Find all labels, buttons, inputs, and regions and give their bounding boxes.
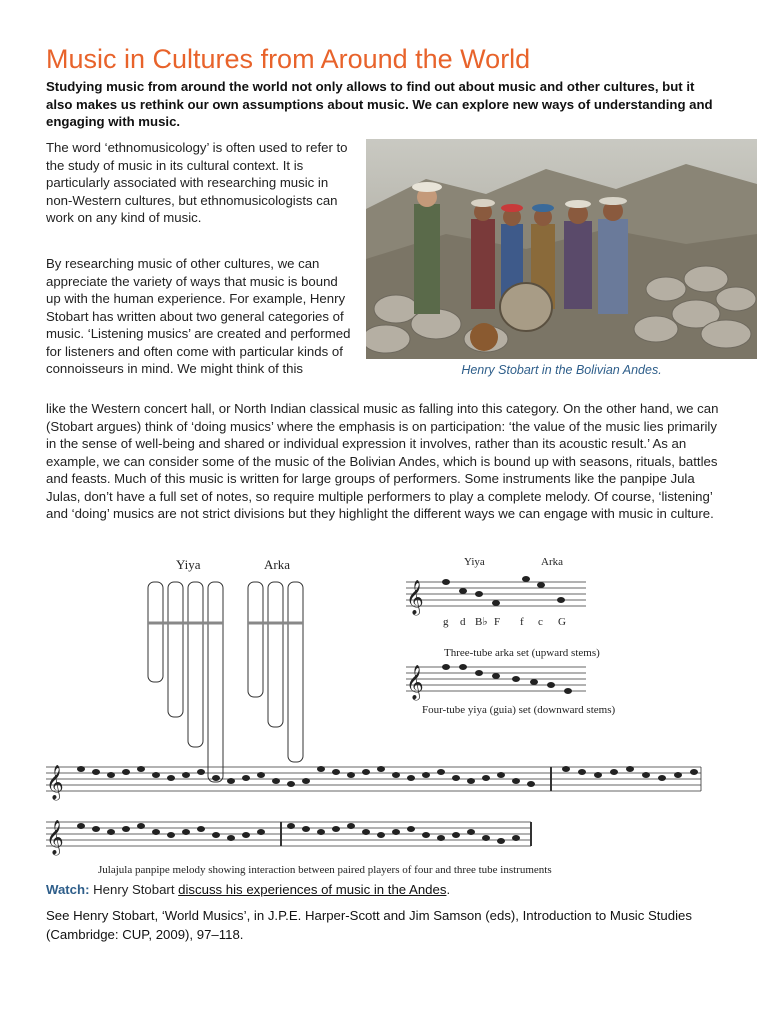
- photo-caption: Henry Stobart in the Bolivian Andes.: [461, 363, 662, 377]
- arka-label: Arka: [264, 557, 290, 572]
- melody-note: [257, 829, 265, 835]
- svg-text:𝄞: 𝄞: [406, 666, 424, 699]
- melody-note: [332, 769, 340, 775]
- melody-note: [497, 772, 505, 778]
- svg-text:B♭: B♭: [475, 616, 488, 628]
- panpipe-diagram: [148, 557, 303, 782]
- melody-staff-1: [46, 765, 701, 801]
- melody-note: [482, 835, 490, 841]
- melody-note: [212, 775, 220, 781]
- svg-text:c: c: [538, 616, 543, 628]
- melody-note: [422, 772, 430, 778]
- intro-paragraph: Studying music from around the world not only allows to find out about music and other cultures, but it also makes us rethink our own assumptions about music. We can explore new ways of understanding and engaging with music.: [46, 79, 713, 129]
- melody-note: [287, 823, 295, 829]
- melody-note: [497, 838, 505, 844]
- melody-note: [482, 775, 490, 781]
- melody-note: [167, 775, 175, 781]
- svg-text:𝄞: 𝄞: [406, 581, 424, 614]
- svg-text:Arka: Arka: [541, 556, 563, 568]
- melody-note: [674, 772, 682, 778]
- melody-note: [317, 766, 325, 772]
- melody-note: [137, 823, 145, 829]
- melody-note: [92, 826, 100, 832]
- melody-note: [437, 835, 445, 841]
- melody-note: [257, 772, 265, 778]
- melody-note: [152, 829, 160, 835]
- melody-note: [658, 775, 666, 781]
- paragraph-ethnomusicology: The word ‘ethnomusicology’ is often used to refer to the study of music in its cultural context. It is particularly associated with researching music in non-Western cultures, but ethnomusicologists can work on any kind of music.: [46, 140, 348, 225]
- melody-note: [77, 823, 85, 829]
- melody-note: [242, 832, 250, 838]
- melody-note: [167, 832, 175, 838]
- melody-note: [377, 766, 385, 772]
- watch-label: Watch:: [46, 882, 90, 897]
- melody-caption: Julajula panpipe melody showing interaction between paired players of four and three tube instruments: [98, 864, 552, 876]
- melody-note: [562, 766, 570, 772]
- svg-text:𝄞: 𝄞: [46, 766, 64, 799]
- svg-text:g: g: [443, 616, 449, 628]
- paragraph-research-part2: like the Western concert hall, or North Indian classical music as falling into this category. On the other hand, we can (Stobart argues) think of ‘doing musics’ where the emphasis is on participation: ‘the value of the music lies primarily in the sense of well-being and shared or individual expression it involves, rather than its acoustic result.’ As an example, we can consider some of the music of the Bolivian Andes, which is bound up with seasons, rituals, battles and feasts. Much of this music is written for large groups of performers. Some instruments like the panpipe Jula Julas, don’t have a full set of notes, so require multiple performers to play a complete melody. Of course, ‘listening’ and ‘doing’ musics are not strict divisions but they highlight the different ways we can engage with music in culture.: [46, 401, 719, 521]
- melody-note: [392, 829, 400, 835]
- melody-note: [242, 775, 250, 781]
- melody-note: [407, 775, 415, 781]
- melody-note: [527, 781, 535, 787]
- svg-text:d: d: [460, 616, 466, 628]
- andes-photo: [366, 139, 757, 359]
- melody-note: [422, 832, 430, 838]
- melody-note: [594, 772, 602, 778]
- melody-note: [77, 766, 85, 772]
- melody-note: [690, 769, 698, 775]
- melody-note: [452, 775, 460, 781]
- melody-note: [407, 826, 415, 832]
- svg-text:G: G: [558, 616, 566, 628]
- melody-note: [287, 781, 295, 787]
- melody-note: [377, 832, 385, 838]
- svg-text:𝄞: 𝄞: [46, 821, 64, 854]
- melody-note: [107, 829, 115, 835]
- melody-note: [392, 772, 400, 778]
- melody-note: [512, 778, 520, 784]
- melody-staff-2: [46, 820, 552, 876]
- svg-text:f: f: [520, 616, 524, 628]
- melody-note: [122, 826, 130, 832]
- melody-note: [92, 769, 100, 775]
- melody-note: [182, 772, 190, 778]
- melody-note: [347, 772, 355, 778]
- scale-staff: [406, 556, 586, 628]
- melody-note: [452, 832, 460, 838]
- melody-note: [467, 829, 475, 835]
- melody-note: [467, 778, 475, 784]
- melody-note: [302, 826, 310, 832]
- melody-note: [212, 832, 220, 838]
- document-page: [46, 42, 722, 942]
- melody-note: [227, 778, 235, 784]
- tube-set-staff: [406, 647, 615, 716]
- paragraph-research-part1: By researching music of other cultures, we can appreciate the variety of ways that music is bound up with the human experience. For example, Henry Stobart has written about two general categories of music. ‘Listening musics’ are created and performed for listeners and often come with particular kinds of connoisseurs in mind. We might think of this: [46, 256, 351, 376]
- melody-note: [362, 769, 370, 775]
- melody-note: [347, 823, 355, 829]
- melody-note: [272, 778, 280, 784]
- melody-note: [302, 778, 310, 784]
- watch-video-link[interactable]: discuss his experiences of music in the Andes: [178, 882, 447, 897]
- citation: See Henry Stobart, ‘World Musics’, in J.P.E. Harper-Scott and Jim Samson (eds), Introduction to Music Studies (Cambridge: CUP, 2009), 97–118.: [46, 908, 692, 942]
- melody-note: [107, 772, 115, 778]
- melody-note: [578, 769, 586, 775]
- melody-note: [197, 826, 205, 832]
- watch-line: Watch: Henry Stobart discuss his experiences of music in the Andes.: [46, 882, 451, 897]
- melody-note: [332, 826, 340, 832]
- melody-note: [122, 769, 130, 775]
- page-title: Music in Cultures from Around the World: [46, 44, 531, 74]
- melody-note: [197, 769, 205, 775]
- music-notation-figure: [46, 547, 722, 887]
- melody-note: [626, 766, 634, 772]
- arka-set-label: Three-tube arka set (upward stems): [444, 647, 600, 659]
- svg-text:Yiya: Yiya: [464, 556, 485, 568]
- melody-note: [610, 769, 618, 775]
- melody-note: [642, 772, 650, 778]
- melody-note: [512, 835, 520, 841]
- melody-note: [362, 829, 370, 835]
- melody-note: [317, 829, 325, 835]
- svg-text:F: F: [494, 616, 501, 628]
- melody-note: [182, 829, 190, 835]
- melody-note: [137, 766, 145, 772]
- yiya-set-label: Four-tube yiya (guia) set (downward stems): [422, 704, 616, 716]
- yiya-label: Yiya: [176, 557, 201, 572]
- melody-note: [437, 769, 445, 775]
- melody-note: [152, 772, 160, 778]
- melody-note: [227, 835, 235, 841]
